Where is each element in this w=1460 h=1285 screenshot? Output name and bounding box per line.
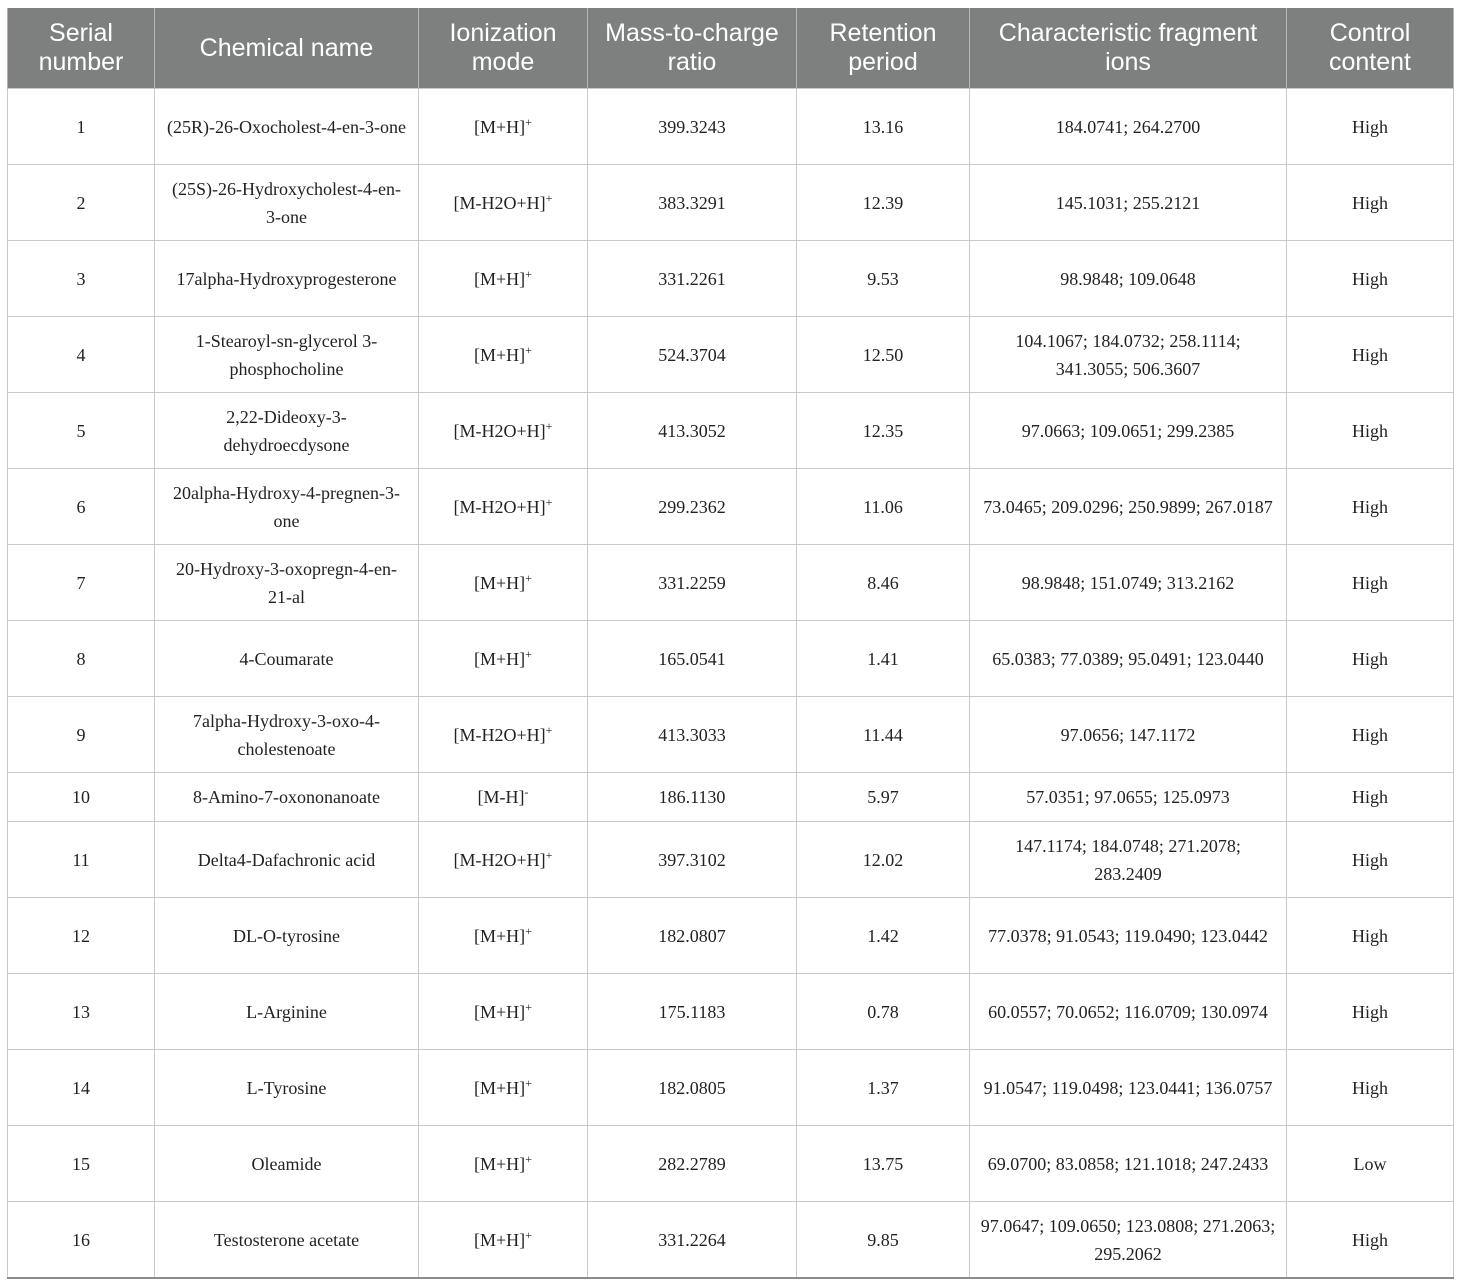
ionization-mode-base: [M+H] — [474, 572, 526, 593]
fragment-ions-cell: 77.0378; 91.0543; 119.0490; 123.0442 — [970, 898, 1287, 974]
fragment-ions-cell: 145.1031; 255.2121 — [970, 165, 1287, 241]
chemical-name-cell: 4-Coumarate — [155, 621, 419, 697]
fragment-ions-cell: 65.0383; 77.0389; 95.0491; 123.0440 — [970, 621, 1287, 697]
fragment-ions-cell: 97.0656; 147.1172 — [970, 697, 1287, 773]
chemical-name-cell: DL-O-tyrosine — [155, 898, 419, 974]
fragment-ions-cell: 91.0547; 119.0498; 123.0441; 136.0757 — [970, 1050, 1287, 1126]
ionization-charge-sign: + — [525, 342, 532, 357]
ionization-charge-sign: + — [525, 1075, 532, 1090]
fragment-ions-cell: 97.0647; 109.0650; 123.0808; 271.2063; 295.2062 — [970, 1202, 1287, 1279]
serial-number-cell: 4 — [8, 317, 155, 393]
control-content-cell: High — [1287, 1202, 1454, 1279]
ionization-charge-sign: + — [525, 114, 532, 129]
table-row — [8, 1202, 1454, 1279]
ionization-mode-base: [M+H] — [474, 1001, 526, 1022]
ionization-mode-cell — [419, 165, 588, 241]
table-row — [8, 822, 1454, 898]
header-ionization-mode: Ionization mode — [419, 8, 588, 89]
control-content-cell: High — [1287, 89, 1454, 165]
ionization-mode-cell — [419, 898, 588, 974]
retention-period-cell: 8.46 — [797, 545, 970, 621]
serial-number-cell: 5 — [8, 393, 155, 469]
control-content-cell: High — [1287, 165, 1454, 241]
ionization-mode-cell — [419, 241, 588, 317]
ionization-mode-base: [M-H2O+H] — [453, 192, 546, 213]
retention-period-cell: 12.39 — [797, 165, 970, 241]
table-row — [8, 165, 1454, 241]
mass-to-charge-cell: 299.2362 — [588, 469, 797, 545]
ionization-mode-base: [M+H] — [474, 1153, 526, 1174]
ionization-mode-cell — [419, 545, 588, 621]
chemical-name-cell: 20alpha-Hydroxy-4-pregnen-3-one — [155, 469, 419, 545]
ionization-mode-base: [M+H] — [474, 925, 526, 946]
header-retention-period: Retention period — [797, 8, 970, 89]
chemical-name-cell: Delta4-Dafachronic acid — [155, 822, 419, 898]
ionization-charge-sign: + — [545, 190, 553, 205]
serial-number-cell: 13 — [8, 974, 155, 1050]
table-row — [8, 773, 1454, 822]
ionization-charge-sign: + — [525, 1151, 532, 1166]
serial-number-cell: 7 — [8, 545, 155, 621]
ionization-charge-sign: + — [525, 646, 532, 661]
serial-number-cell: 2 — [8, 165, 155, 241]
control-content-cell: High — [1287, 545, 1454, 621]
table-row — [8, 1050, 1454, 1126]
retention-period-cell: 0.78 — [797, 974, 970, 1050]
table-row — [8, 317, 1454, 393]
header-serial-number: Serial number — [8, 8, 155, 89]
ionization-charge-sign: + — [545, 847, 553, 862]
serial-number-cell: 8 — [8, 621, 155, 697]
mass-to-charge-cell: 165.0541 — [588, 621, 797, 697]
table-row — [8, 241, 1454, 317]
mass-to-charge-cell: 175.1183 — [588, 974, 797, 1050]
mass-to-charge-cell: 524.3704 — [588, 317, 797, 393]
serial-number-cell: 14 — [8, 1050, 155, 1126]
retention-period-cell: 1.37 — [797, 1050, 970, 1126]
ionization-mode-cell — [419, 1202, 588, 1279]
table-row — [8, 898, 1454, 974]
retention-period-cell: 9.85 — [797, 1202, 970, 1279]
ionization-mode-cell — [419, 697, 588, 773]
ionization-charge-sign: + — [525, 923, 532, 938]
chemical-name-cell: (25S)-26-Hydroxycholest-4-en-3-one — [155, 165, 419, 241]
control-content-cell: High — [1287, 241, 1454, 317]
ionization-mode-base: [M-H] — [477, 787, 525, 807]
control-content-cell: Low — [1287, 1126, 1454, 1202]
serial-number-cell: 10 — [8, 773, 155, 822]
header-control-content: Control content — [1287, 8, 1454, 89]
mass-to-charge-cell: 331.2264 — [588, 1202, 797, 1279]
header-characteristic-fragment-ions: Characteristic fragment ions — [970, 8, 1287, 89]
ionization-mode-cell — [419, 469, 588, 545]
chemical-name-cell: L-Arginine — [155, 974, 419, 1050]
serial-number-cell: 9 — [8, 697, 155, 773]
chemical-name-cell: Testosterone acetate — [155, 1202, 419, 1279]
ionization-mode-cell — [419, 89, 588, 165]
table-container — [7, 8, 1453, 1279]
chemical-name-cell: (25R)-26-Oxocholest-4-en-3-one — [155, 89, 419, 165]
table-row — [8, 1126, 1454, 1202]
fragment-ions-cell: 98.9848; 109.0648 — [970, 241, 1287, 317]
control-content-cell: High — [1287, 393, 1454, 469]
control-content-cell: High — [1287, 1050, 1454, 1126]
table-row — [8, 697, 1454, 773]
ionization-mode-cell — [419, 1126, 588, 1202]
retention-period-cell: 9.53 — [797, 241, 970, 317]
mass-to-charge-cell: 186.1130 — [588, 773, 797, 822]
serial-number-cell: 16 — [8, 1202, 155, 1279]
ionization-mode-base: [M-H2O+H] — [453, 724, 546, 745]
header-row — [8, 8, 1454, 89]
ionization-mode-cell — [419, 773, 588, 822]
table-row — [8, 545, 1454, 621]
mass-to-charge-cell: 182.0807 — [588, 898, 797, 974]
serial-number-cell: 3 — [8, 241, 155, 317]
table-row — [8, 974, 1454, 1050]
ionization-mode-base: [M+H] — [474, 1077, 526, 1098]
retention-period-cell: 1.42 — [797, 898, 970, 974]
chemical-name-cell: 2,22-Dideoxy-3-dehydroecdysone — [155, 393, 419, 469]
metabolite-table — [7, 8, 1454, 1279]
fragment-ions-cell: 147.1174; 184.0748; 271.2078; 283.2409 — [970, 822, 1287, 898]
ionization-mode-cell — [419, 822, 588, 898]
chemical-name-cell: L-Tyrosine — [155, 1050, 419, 1126]
fragment-ions-cell: 69.0700; 83.0858; 121.1018; 247.2433 — [970, 1126, 1287, 1202]
control-content-cell: High — [1287, 317, 1454, 393]
mass-to-charge-cell: 331.2261 — [588, 241, 797, 317]
fragment-ions-cell: 73.0465; 209.0296; 250.9899; 267.0187 — [970, 469, 1287, 545]
fragment-ions-cell: 104.1067; 184.0732; 258.1114; 341.3055; 506.3607 — [970, 317, 1287, 393]
control-content-cell: High — [1287, 974, 1454, 1050]
control-content-cell: High — [1287, 822, 1454, 898]
table-header — [8, 8, 1454, 89]
ionization-charge-sign: + — [525, 570, 532, 585]
table-row — [8, 469, 1454, 545]
retention-period-cell: 1.41 — [797, 621, 970, 697]
retention-period-cell: 11.06 — [797, 469, 970, 545]
retention-period-cell: 12.50 — [797, 317, 970, 393]
table-row — [8, 393, 1454, 469]
mass-to-charge-cell: 397.3102 — [588, 822, 797, 898]
mass-to-charge-cell: 399.3243 — [588, 89, 797, 165]
serial-number-cell: 12 — [8, 898, 155, 974]
ionization-mode-base: [M+H] — [474, 116, 526, 137]
retention-period-cell: 12.02 — [797, 822, 970, 898]
serial-number-cell: 6 — [8, 469, 155, 545]
table-body — [8, 89, 1454, 1279]
mass-to-charge-cell: 383.3291 — [588, 165, 797, 241]
ionization-charge-sign: + — [525, 999, 532, 1014]
chemical-name-cell: 17alpha-Hydroxyprogesterone — [155, 241, 419, 317]
chemical-name-cell: 8-Amino-7-oxononanoate — [155, 773, 419, 822]
table-row — [8, 621, 1454, 697]
fragment-ions-cell: 97.0663; 109.0651; 299.2385 — [970, 393, 1287, 469]
chemical-name-cell: Oleamide — [155, 1126, 419, 1202]
ionization-mode-base: [M+H] — [474, 268, 526, 289]
control-content-cell: High — [1287, 898, 1454, 974]
ionization-charge-sign: + — [545, 418, 553, 433]
mass-to-charge-cell: 413.3052 — [588, 393, 797, 469]
mass-to-charge-cell: 282.2789 — [588, 1126, 797, 1202]
header-chemical-name: Chemical name — [155, 8, 419, 89]
serial-number-cell: 1 — [8, 89, 155, 165]
serial-number-cell: 11 — [8, 822, 155, 898]
ionization-mode-cell — [419, 621, 588, 697]
mass-to-charge-cell: 331.2259 — [588, 545, 797, 621]
serial-number-cell: 15 — [8, 1126, 155, 1202]
chemical-name-cell: 7alpha-Hydroxy-3-oxo-4-cholestenoate — [155, 697, 419, 773]
retention-period-cell: 12.35 — [797, 393, 970, 469]
fragment-ions-cell: 60.0557; 70.0652; 116.0709; 130.0974 — [970, 974, 1287, 1050]
retention-period-cell: 5.97 — [797, 773, 970, 822]
ionization-mode-base: [M+H] — [474, 648, 526, 669]
ionization-charge-sign: + — [545, 722, 553, 737]
mass-to-charge-cell: 182.0805 — [588, 1050, 797, 1126]
ionization-mode-base: [M-H2O+H] — [453, 496, 546, 517]
ionization-charge-sign: - — [524, 785, 529, 799]
fragment-ions-cell: 57.0351; 97.0655; 125.0973 — [970, 773, 1287, 822]
ionization-charge-sign: + — [525, 1227, 532, 1242]
ionization-mode-cell — [419, 1050, 588, 1126]
retention-period-cell: 13.16 — [797, 89, 970, 165]
ionization-charge-sign: + — [525, 266, 532, 281]
header-mass-to-charge-ratio: Mass-to-charge ratio — [588, 8, 797, 89]
ionization-mode-base: [M+H] — [474, 344, 526, 365]
chemical-name-cell: 20-Hydroxy-3-oxopregn-4-en-21-al — [155, 545, 419, 621]
ionization-mode-base: [M-H2O+H] — [453, 849, 546, 870]
ionization-mode-cell — [419, 393, 588, 469]
table-row — [8, 89, 1454, 165]
fragment-ions-cell: 98.9848; 151.0749; 313.2162 — [970, 545, 1287, 621]
control-content-cell: High — [1287, 469, 1454, 545]
control-content-cell: High — [1287, 697, 1454, 773]
ionization-mode-base: [M+H] — [474, 1229, 526, 1250]
retention-period-cell: 11.44 — [797, 697, 970, 773]
ionization-charge-sign: + — [545, 494, 553, 509]
ionization-mode-cell — [419, 974, 588, 1050]
control-content-cell: High — [1287, 621, 1454, 697]
chemical-name-cell: 1-Stearoyl-sn-glycerol 3-phosphocholine — [155, 317, 419, 393]
fragment-ions-cell: 184.0741; 264.2700 — [970, 89, 1287, 165]
mass-to-charge-cell: 413.3033 — [588, 697, 797, 773]
ionization-mode-cell — [419, 317, 588, 393]
retention-period-cell: 13.75 — [797, 1126, 970, 1202]
control-content-cell: High — [1287, 773, 1454, 822]
ionization-mode-base: [M-H2O+H] — [453, 420, 546, 441]
